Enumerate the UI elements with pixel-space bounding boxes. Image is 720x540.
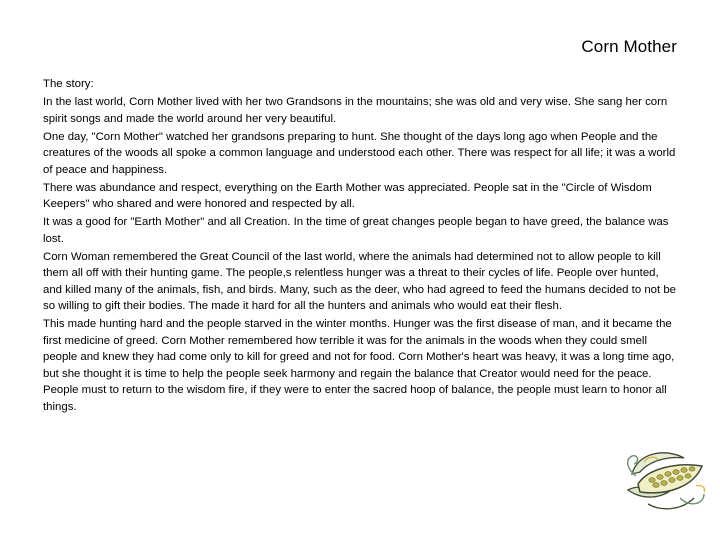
corn-cob-icon	[618, 446, 710, 516]
story-text	[43, 76, 679, 417]
story-paragraph: Corn Woman remembered the Great Council of the last world, where the animals had determined not to allow people to kill them all off with their hunting game. The people,s relentless hunger was a threat to their cycles of life. People over hunted, and killed many of the animals, fish, and birds. Many, such as the deer, who had agreed to feed the humans decided to not be so willing to gift their bodies. The made it hard for all the hunters and animals who would eat their flesh.	[43, 250, 676, 312]
story-paragraph: This made hunting hard and the people starved in the winter months. Hunger was the first disease of man, and it became the first medicine of greed. Corn Mother remembered how terrible it was for the animals in the woods when they could smell people and knew they had come only to kill for greed and not for food. Corn Mother's heart was heavy, it was a long time ago, but she thought it is time to help the people seek harmony and regain the balance that Creator would need for the peace. People must to return to the wisdom fire, if they were to enter the sacred hoop of balance, the people must learn to honor all things.	[43, 318, 675, 413]
story-paragraph: It was a good for "Earth Mother" and all Creation. In the time of great changes people began to have greed, the balance was lost.	[43, 216, 669, 245]
story-paragraph: In the last world, Corn Mother lived with her two Grandsons in the mountains; she was old and very wise. She sang her corn spirit songs and made the world around her very beautiful.	[43, 96, 668, 125]
story-paragraph: One day, "Corn Mother" watched her grandsons preparing to hunt. She thought of the days long ago when People and the creatures of the woods all spoke a common language and understood each other. There was respect for all life; it was a world of peace and happiness.	[43, 130, 676, 176]
story-paragraph: The story:	[43, 78, 94, 90]
slide-title: Corn Mother	[581, 37, 677, 56]
story-paragraph: There was abundance and respect, everything on the Earth Mother was appreciated. People sat in the "Circle of Wisdom Keepers" who shared and were honored and respected by all.	[43, 181, 652, 210]
